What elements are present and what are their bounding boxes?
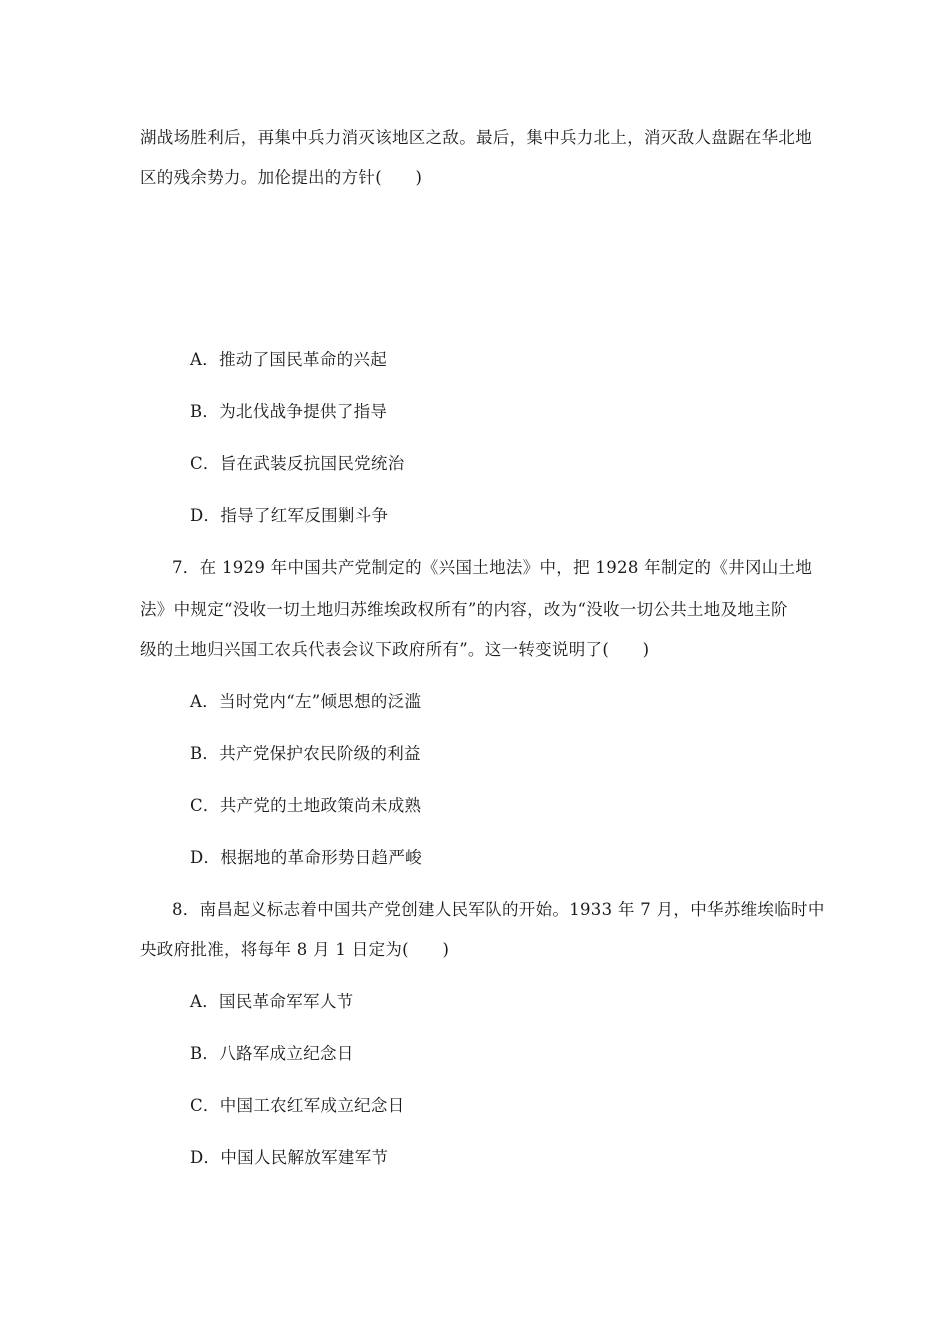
question-8-text-line: 8．南昌起义标志着中国共产党创建人民军队的开始。1933 年 7 月，中华苏维埃临时中	[172, 900, 825, 919]
option-c: C．共产党的土地政策尚未成熟	[190, 796, 422, 815]
question-8-text-line: 央政府批准，将每年 8 月 1 日定为( )	[140, 940, 450, 959]
option-c: C．旨在武装反抗国民党统治	[190, 454, 405, 473]
option-a: A．国民革命军军人节	[190, 992, 354, 1011]
option-b: B．共产党保护农民阶级的利益	[190, 744, 421, 763]
option-b: B．八路军成立纪念日	[190, 1044, 354, 1063]
question-7-text-line: 级的土地归兴国工农兵代表会议下政府所有”。这一转变说明了( )	[140, 640, 650, 659]
option-a: A．推动了国民革命的兴起	[190, 350, 388, 369]
question-7-text-line: 法》中规定“没收一切土地归苏维埃政权所有”的内容，改为“没收一切公共土地及地主阶	[140, 600, 788, 619]
option-c: C．中国工农红军成立纪念日	[190, 1096, 405, 1115]
question-text-line: 湖战场胜利后，再集中兵力消灭该地区之敌。最后，集中兵力北上，消灭敌人盘踞在华北地	[140, 128, 812, 147]
option-a: A．当时党内“左”倾思想的泛滥	[190, 692, 422, 711]
question-text-line: 区的残余势力。加伦提出的方针( )	[140, 168, 423, 187]
option-d: D．中国人民解放军建军节	[190, 1148, 389, 1167]
option-d: D．根据地的革命形势日趋严峻	[190, 848, 422, 867]
question-7-text-line: 7．在 1929 年中国共产党制定的《兴国土地法》中，把 1928 年制定的《井冈山土地	[172, 558, 813, 577]
option-d: D．指导了红军反围剿斗争	[190, 506, 389, 525]
option-b: B．为北伐战争提供了指导	[190, 402, 388, 421]
